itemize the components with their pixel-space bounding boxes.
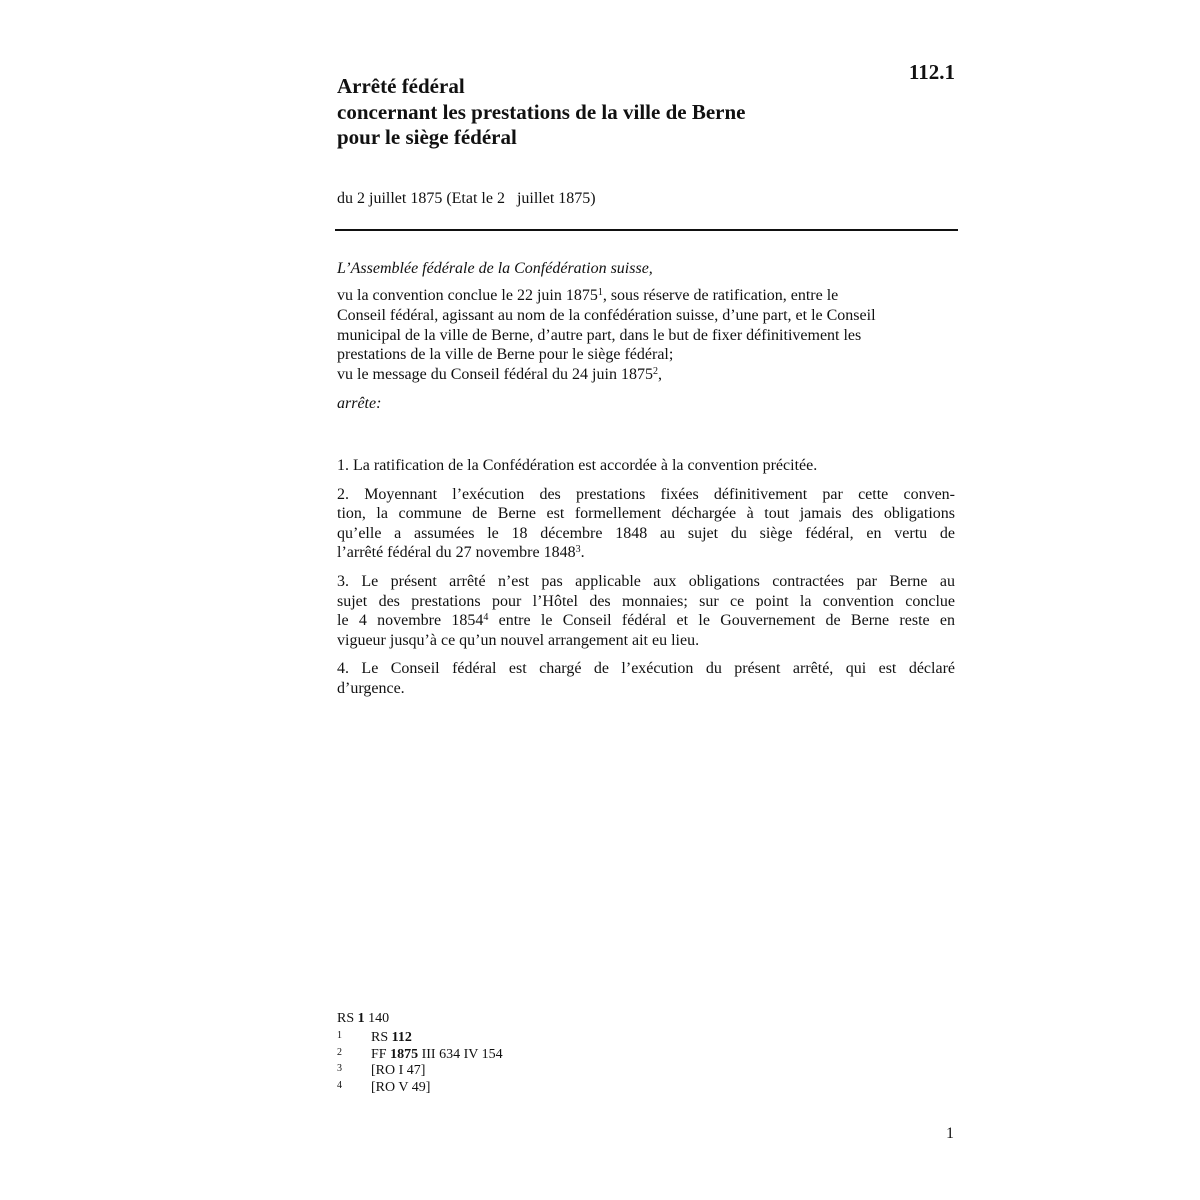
article-text: l’arrêté fédéral du 27 novembre 1848 (337, 544, 576, 562)
rs-reference (337, 1010, 389, 1028)
footnote-ref-4[interactable]: 4 (483, 612, 489, 624)
footnote-text (371, 1063, 425, 1080)
page-number: 1 (946, 1125, 954, 1142)
article-4 (337, 659, 955, 698)
article-2-line-1: 2. Moyennant l’exécution des prestations fixées définitivement par cette conven- (337, 485, 955, 503)
footnote (337, 1080, 503, 1097)
rs-volume: 1 (357, 1011, 365, 1026)
rs-page: 140 (364, 1011, 390, 1026)
preamble-text: vu la convention conclue le 22 juin 1875 (337, 287, 598, 304)
footnote-text (371, 1080, 430, 1097)
footnote (337, 1030, 503, 1047)
article-3-line-1: 3. Le présent arrêté n’est pas applicable aux obligations contractées par Berne au (337, 572, 955, 590)
date-line: du 2 juillet 1875 (Etat le 2 juillet 1875) (337, 190, 596, 207)
article-2-line-2: tion, la commune de Berne est formellement déchargée à tout jamais des obligations (337, 505, 955, 523)
article-text: . (580, 544, 585, 562)
article-2-line-4 (337, 543, 955, 563)
footnote-prefix: [RO I 47] (371, 1063, 426, 1078)
footnote (337, 1063, 503, 1080)
article-4-line-2: d’urgence. (337, 679, 405, 697)
footnote-prefix: [RO V 49] (371, 1079, 431, 1095)
title-line-3: pour le siège fédéral (337, 125, 517, 149)
title-line-2: concernant les prestations de la ville de Berne (337, 99, 746, 124)
article-3-line-2: sujet des prestations pour l’Hôtel des monnaies; sur ce point la convention conclue (337, 592, 955, 610)
footnote-prefix: RS (371, 1030, 392, 1045)
footnote-ref-2[interactable]: 2 (652, 366, 658, 378)
article-1 (337, 456, 955, 476)
header-divider (335, 229, 958, 231)
document-title (337, 74, 897, 151)
article-1-line: 1. La ratification de la Confédération est accordée à la convention précitée. (337, 457, 818, 474)
preamble-authority: L’Assemblée fédérale de la Confédération suisse, (337, 260, 653, 277)
footnote-bold: 112 (391, 1030, 412, 1045)
preamble-line-5 (337, 365, 962, 385)
article-3-line-4: vigueur jusqu’à ce qu’un nouvel arrangement ait eu lieu. (337, 631, 700, 649)
footnote-number: 3 (337, 1063, 342, 1074)
decree-formula: arrête: (337, 395, 382, 412)
footnote-bold: 1875 (390, 1046, 419, 1062)
article-text: entre le Conseil fédéral et le Gouvernement de Berne reste en (488, 612, 955, 630)
article-3-line-3 (337, 611, 955, 631)
preamble-line-1 (337, 286, 962, 306)
footnote-number: 1 (337, 1030, 342, 1041)
footnote-text (371, 1030, 412, 1047)
article-2-line-3: qu’elle a assumées le 18 décembre 1848 au sujet du siège fédéral, en vertu de (337, 524, 955, 542)
sr-number: 112.1 (908, 60, 955, 84)
footnote-text (371, 1047, 503, 1064)
articles (337, 456, 955, 708)
footnote (337, 1047, 503, 1064)
preamble-line-4: prestations de la ville de Berne pour le siège fédéral; (337, 346, 674, 364)
footnote-number: 2 (337, 1046, 342, 1058)
preamble-text: , sous réserve de ratification, entre le (602, 287, 839, 304)
footnote-number: 4 (337, 1079, 342, 1091)
preamble (337, 286, 962, 385)
footnote-suffix: III 634 IV 154 (418, 1046, 503, 1062)
preamble-text: vu le message du Conseil fédéral du 24 juin 1875 (337, 366, 653, 384)
footnotes (337, 1030, 503, 1096)
footnote-ref-1[interactable]: 1 (597, 287, 603, 298)
preamble-line-3: municipal de la ville de Berne, d’autre part, dans le but de fixer définitivement les (337, 326, 862, 344)
title-line-1: Arrêté fédéral (337, 74, 465, 98)
article-4-line-1: 4. Le Conseil fédéral est chargé de l’exécution du présent arrêté, qui est déclaré (337, 660, 955, 678)
rs-prefix: RS (337, 1011, 358, 1026)
preamble-text: , (657, 366, 662, 384)
article-text: le 4 novembre 1854 (337, 612, 484, 630)
footnote-ref-3[interactable]: 3 (575, 544, 581, 556)
article-2 (337, 485, 955, 563)
footnote-prefix: FF (371, 1046, 391, 1062)
preamble-line-2: Conseil fédéral, agissant au nom de la confédération suisse, d’une part, et le Conseil (337, 306, 876, 324)
article-3 (337, 572, 955, 650)
